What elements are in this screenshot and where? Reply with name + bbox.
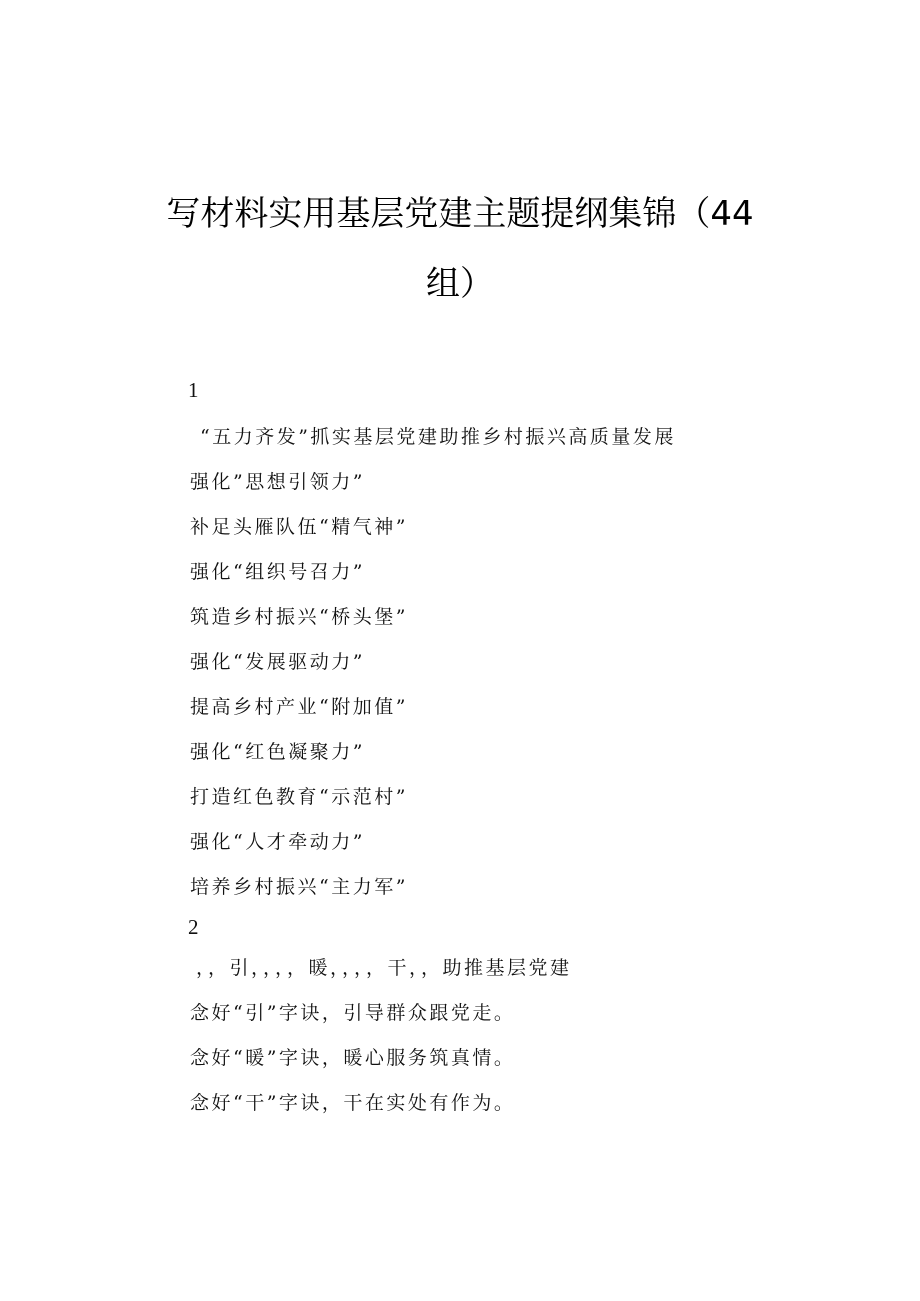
list-item: 强化”思想引领力” xyxy=(190,471,365,493)
list-item: 筑造乡村振兴“桥头堡” xyxy=(190,606,408,628)
document-title-line-2: 组） xyxy=(426,264,494,304)
list-item: 强化“人才牵动力” xyxy=(190,831,365,853)
list-item: 打造红色教育“示范村” xyxy=(190,786,408,808)
list-item: 念好“干”字诀，干在实处有作为。 xyxy=(190,1092,516,1114)
list-item: 念好“暖”字诀，暖心服务筑真情。 xyxy=(190,1047,516,1069)
section-heading: “五力齐发”抓实基层党建助推乡村振兴高质量发展 xyxy=(200,426,676,448)
list-item: 强化“发展驱动力” xyxy=(190,651,365,673)
list-item: 强化“组织号召力” xyxy=(190,561,365,583)
section-heading: ，，引，，，，暖，，，，干，，助推基层党建 xyxy=(196,957,572,979)
list-item: 培养乡村振兴“主力军” xyxy=(190,876,408,898)
list-item: 念好“引”字诀，引导群众跟党走。 xyxy=(190,1002,516,1024)
section-number: 2 xyxy=(188,915,199,939)
document-title-line-1: 写材料实用基层党建主题提纲集锦（44 xyxy=(166,194,754,234)
list-item: 提高乡村产业“附加值” xyxy=(190,696,408,718)
list-item: 补足头雁队伍“精气神” xyxy=(190,516,408,538)
list-item: 强化“红色凝聚力” xyxy=(190,741,365,763)
section-number: 1 xyxy=(188,378,199,402)
